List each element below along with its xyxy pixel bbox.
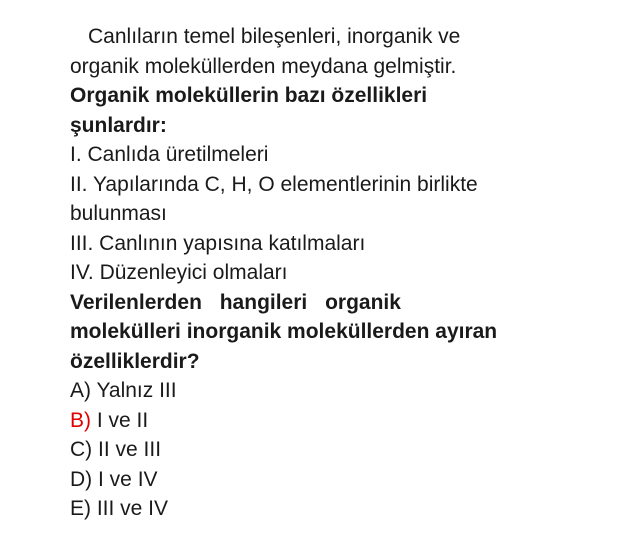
option-a-letter: A) (70, 379, 91, 402)
option-e-text: III ve IV (91, 497, 169, 520)
statement-2-continued: bulunması (70, 202, 167, 225)
option-c-letter: C) (70, 438, 93, 461)
option-c-text: II ve III (92, 438, 162, 461)
statement-4: IV. Düzenleyici olmaları (70, 261, 288, 284)
prompt-line-3: özelliklerdir? (70, 349, 200, 373)
statement-1: I. Canlıda üretilmeleri (70, 143, 269, 166)
option-d[interactable] (70, 465, 610, 495)
intro-line-1: Canlıların temel bileşenleri, inorganik ve (88, 25, 461, 48)
lead-line-1: Organik moleküllerin bazı özellikleri (70, 84, 428, 107)
option-d-letter: D) (70, 467, 93, 491)
option-b[interactable] (70, 406, 610, 436)
statement-3: III. Canlının yapısına katılmaları (70, 231, 366, 255)
option-b-letter: B) (70, 408, 91, 432)
option-c[interactable] (70, 435, 610, 465)
intro-line-2: organik moleküllerden meydana gelmiştir. (70, 54, 457, 78)
option-e[interactable] (70, 494, 610, 524)
option-e-letter: E) (70, 497, 91, 520)
statement-2: II. Yapılarında C, H, O elementlerinin birlikte (70, 172, 478, 196)
prompt-line-2: molekülleri inorganik moleküllerden ayıran (70, 320, 498, 343)
option-a-text: Yalnız III (91, 379, 177, 402)
question-document (70, 22, 610, 524)
option-b-text: I ve II (91, 408, 149, 432)
prompt-line-1: Verilenlerden hangileri organik (70, 290, 401, 314)
option-a[interactable] (70, 376, 610, 406)
option-d-text: I ve IV (92, 467, 158, 491)
lead-line-2: şunlardır: (70, 113, 167, 137)
